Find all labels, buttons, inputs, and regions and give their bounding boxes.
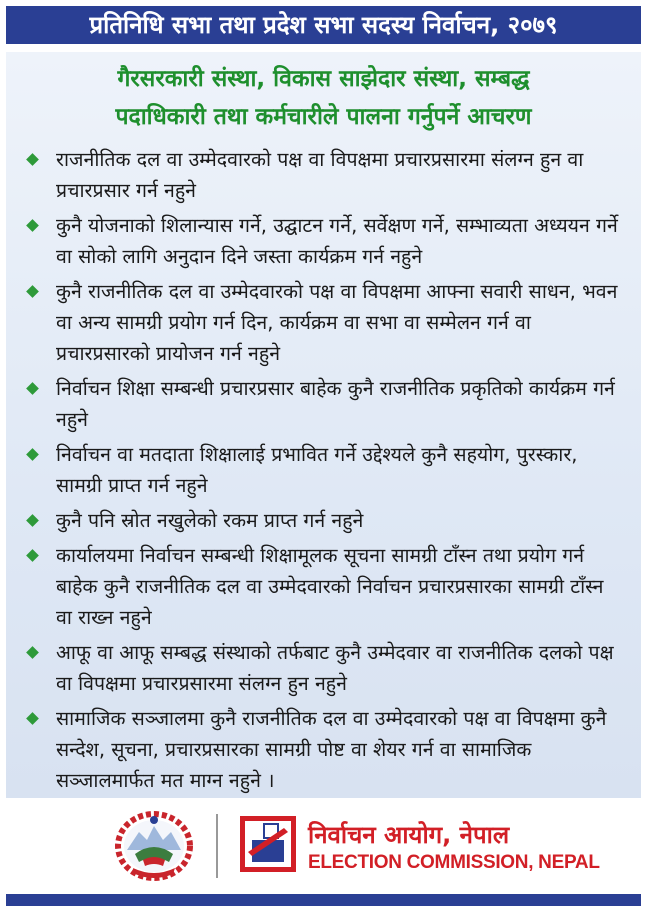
diamond-bullet-icon: [26, 549, 39, 562]
rule-text: कुनै राजनीतिक दल वा उम्मेदवारको पक्ष वा विपक्षमा आफ्ना सवारी साधन, भवन वा अन्य सामग्री प्रयोग गर्न दिन, कार्यक्रम वा सभा वा सम्मेलन गर्न वा प्रचारप्रसारको प्रायोजन गर्न नहुने: [56, 280, 618, 365]
rule-item: [56, 144, 623, 206]
footer: [6, 800, 641, 892]
rule-text: राजनीतिक दल वा उम्मेदवारको पक्ष वा विपक्षमा प्रचारप्रसारमा संलग्न हुन वा प्रचारप्रसार गर्न नहुने: [56, 148, 584, 202]
ballot-box-icon: [240, 816, 296, 872]
rule-text: सामाजिक सञ्जालमा कुनै राजनीतिक दल वा उम्मेदवारको पक्ष वा विपक्षमा कुनै सन्देश, सूचना, प्रचारप्रसारका सामग्री पोष्ट वा शेयर गर्न वा सामाजिक सञ्जालमार्फत मत माग्न नहुने ।: [56, 707, 607, 792]
rule-item: [56, 276, 623, 369]
diamond-bullet-icon: [26, 285, 39, 298]
header-banner: [6, 6, 641, 44]
org-name-nepali: निर्वाचन आयोग, नेपाल: [308, 821, 510, 849]
rule-item: [56, 373, 623, 435]
diamond-bullet-icon: [26, 153, 39, 166]
rule-text: कार्यालयमा निर्वाचन सम्बन्धी शिक्षामूलक सूचना सामग्री टाँस्न तथा प्रयोग गर्न बाहेक कुनै राजनीतिक दल वा उम्मेदवारको निर्वाचन प्रचारप्रसारका सामग्री टाँस्न वा राख्न नहुने: [56, 544, 604, 629]
nepal-emblem-icon: [113, 810, 195, 882]
rule-text: आफू वा आफू सम्बद्ध संस्थाको तर्फबाट कुनै उम्मेदवार वा राजनीतिक दलको पक्ष वा विपक्षमा प्रचारप्रसारमा संलग्न हुन नहुने: [56, 641, 614, 695]
rule-item: [56, 505, 623, 536]
subtitle-line-1: गैरसरकारी संस्था, विकास साझेदार संस्था, सम्बद्ध: [117, 66, 530, 92]
diamond-bullet-icon: [26, 514, 39, 527]
subtitle-line-2: पदाधिकारी तथा कर्मचारीले पालना गर्नुपर्ने आचरण: [115, 104, 532, 130]
diamond-bullet-icon: [26, 382, 39, 395]
org-name-english: ELECTION COMMISSION, NEPAL: [308, 852, 600, 873]
rule-item: [56, 540, 623, 633]
rules-list: [6, 144, 641, 796]
header-title: प्रतिनिधि सभा तथा प्रदेश सभा सदस्य निर्वाचन, २०७९: [89, 11, 558, 39]
bottom-bar: [6, 894, 641, 906]
notice-subtitle: [6, 60, 641, 136]
footer-divider: [216, 814, 218, 878]
diamond-bullet-icon: [26, 219, 39, 232]
rule-text: कुनै योजनाको शिलान्यास गर्ने, उद्घाटन गर्ने, सर्वेक्षण गर्ने, सम्भाव्यता अध्ययन गर्ने वा सोको लागि अनुदान दिने जस्ता कार्यक्रम गर्न नहुने: [56, 214, 618, 268]
diamond-bullet-icon: [26, 448, 39, 461]
rule-item: [56, 210, 623, 272]
rule-item: [56, 637, 623, 699]
content-panel: [6, 52, 641, 798]
diamond-bullet-icon: [26, 712, 39, 725]
diamond-bullet-icon: [26, 646, 39, 659]
rule-item: [56, 439, 623, 501]
rule-text: निर्वाचन वा मतदाता शिक्षालाई प्रभावित गर्ने उद्देश्यले कुनै सहयोग, पुरस्कार, सामग्री प्राप्त गर्न नहुने: [56, 443, 578, 497]
rule-text: कुनै पनि स्रोत नखुलेको रकम प्राप्त गर्न नहुने: [56, 509, 364, 532]
rule-text: निर्वाचन शिक्षा सम्बन्धी प्रचारप्रसार बाहेक कुनै राजनीतिक प्रकृतिको कार्यक्रम गर्न नहुने: [56, 377, 615, 431]
rule-item: [56, 703, 623, 796]
